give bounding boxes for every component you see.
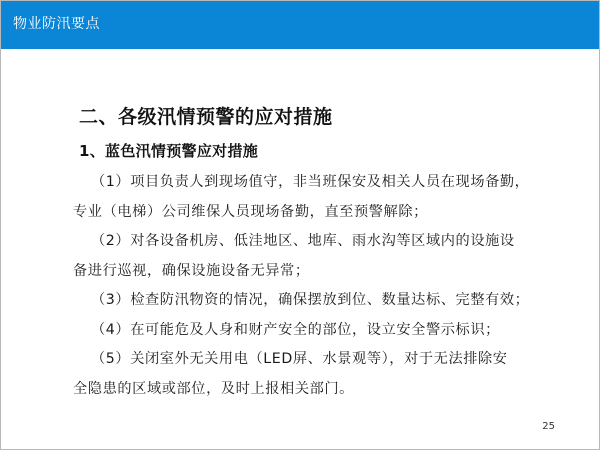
header-title: 物业防汛要点 [13, 16, 100, 32]
paragraph-line: （5）关闭室外无关用电（LED屏、水景观等），对于无法排除安 [91, 351, 508, 367]
paragraph-line: 备进行巡视，确保设施设备无异常； [73, 262, 310, 279]
page-number: 25 [542, 421, 555, 432]
paragraph-line: （3）检查防汛物资的情况，确保摆放到位、数量达标、完整有效； [91, 292, 530, 308]
header-bar [1, 1, 599, 49]
paragraph-line: （1）项目负责人到现场值守，非当班保安及相关人员在现场备勤， [91, 174, 530, 190]
body-text [73, 168, 581, 404]
paragraph-line: 全隐患的区域或部位，及时上报相关部门。 [73, 380, 354, 397]
paragraph-line: 专业（电梯）公司维保人员现场备勤，直至预警解除； [73, 203, 428, 220]
paragraph-line: （4）在可能危及人身和财产安全的部位，设立安全警示标识； [91, 321, 500, 338]
paragraph-line: （2）对各设备机房、低洼地区、地库、雨水沟等区域内的设施设 [91, 233, 515, 249]
subsection-title: 1、蓝色汛情预警应对措施 [79, 142, 259, 160]
section-title: 二、各级汛情预警的应对措施 [79, 106, 333, 128]
